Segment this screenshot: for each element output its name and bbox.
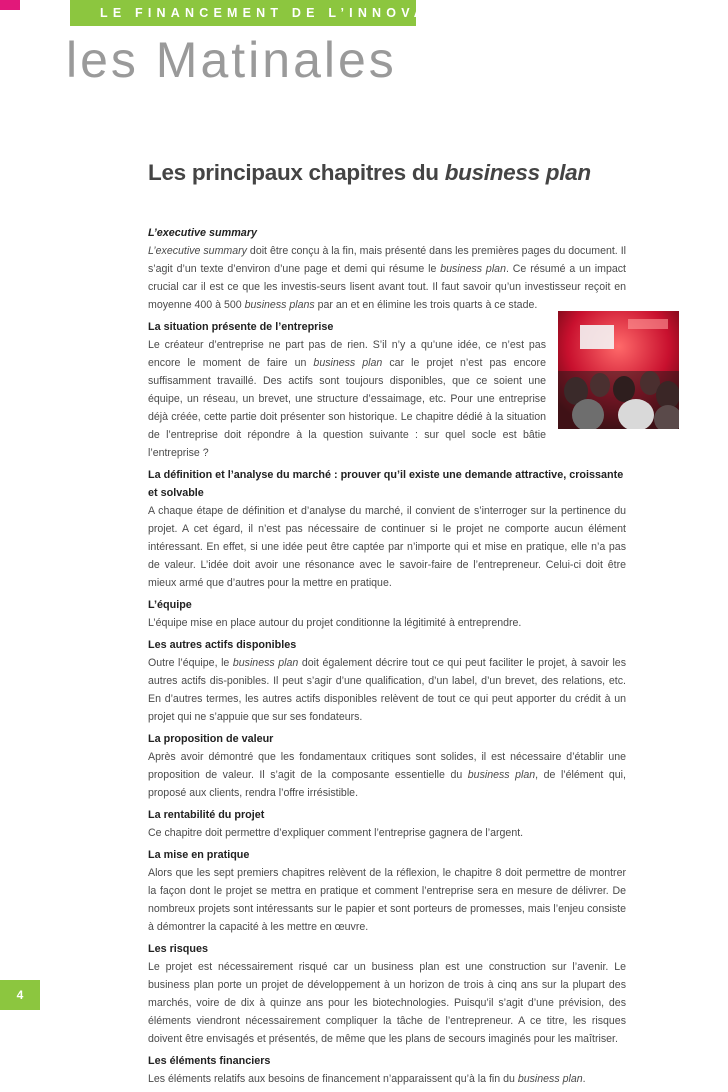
section-body-text: doit être conçu à la fin, mais présenté dans les premières pages du document. Il s’agit d’un texte d’environ d’une page et demi qui résume le xyxy=(148,245,627,275)
section-body-italic: business plan xyxy=(440,263,506,275)
header-band-text: LE FINANCEMENT DE L’INNOVATION xyxy=(100,6,478,20)
section-executive-summary xyxy=(148,224,626,314)
section-heading: Les autres actifs disponibles xyxy=(148,639,297,651)
section-body-text: , de l’élément qui, proposé aux clients, rendra l’offre irrésistible. xyxy=(148,769,626,799)
section-value-proposition xyxy=(148,730,626,802)
section-situation xyxy=(148,318,626,462)
section-heading: La situation présente de l’entreprise xyxy=(148,321,334,333)
section-body xyxy=(148,614,626,632)
section-heading: L’équipe xyxy=(148,599,192,611)
section-body xyxy=(148,1070,626,1088)
section-body-text: car le projet n’est pas encore suffisamment travaillé. Des actifs sont toujours disponibles, que ce soient une équipe, un réseau, un brevet, une structure d’essaimage, etc. Pour une entreprise déjà créée, cette partie doit présenter son historique. Le chapitre dédié à la situation de l’entreprise doit répondre à la question suivante : sur quel socle est bâtie l’entreprise ? xyxy=(148,357,546,459)
section-body-text: par an et en élimine les trois quarts à ce stade. xyxy=(314,299,538,311)
section-body-italic: L’executive summary xyxy=(148,245,247,257)
section-heading: La proposition de valeur xyxy=(148,733,274,745)
section-body xyxy=(148,502,626,592)
page-title xyxy=(148,160,591,186)
header-band xyxy=(70,0,478,26)
page-title-main: Les principaux chapitres du xyxy=(148,160,445,185)
section-body xyxy=(148,748,626,802)
section-body-text: . Ce résumé a un impact crucial car il est ce que les investis-seurs lisent avant tout. Il faut savoir qu’un investisseur reçoit en moyenne 400 à 500 xyxy=(148,263,626,311)
section-heading: La rentabilité du projet xyxy=(148,809,265,821)
section-body-text: L’équipe mise en place autour du projet conditionne la légitimité à entreprendre. xyxy=(148,617,522,629)
section-body-text: Les éléments relatifs aux besoins de financement n’apparaissent qu’à la fin du xyxy=(148,1073,518,1085)
section-heading: Les risques xyxy=(148,943,209,955)
section-body-italic: business plans xyxy=(244,299,315,311)
section-other-assets xyxy=(148,636,626,726)
section-financials xyxy=(148,1052,626,1088)
section-body-text: doit également décrire tout ce qui peut faciliter le projet, à savoir les autres actifs dis-ponibles. Il peut s’agir d’une qualification, d’un label, d’un brevet, des relations, etc. En d’autres termes, les autres actifs disponibles relèvent de tout ce qui peut apporter du crédit à un projet qui ne s’appuie que sur ses fondateurs. xyxy=(148,657,626,723)
section-heading: La définition et l’analyse du marché : prouver qu’il existe une demande attractive, croissante et solvable xyxy=(148,469,624,499)
section-body-text: Outre l’équipe, le xyxy=(148,657,233,669)
section-body xyxy=(148,958,626,1048)
page-number: 4 xyxy=(0,980,40,1010)
section-heading: Les éléments financiers xyxy=(148,1055,271,1067)
section-heading: La mise en pratique xyxy=(148,849,250,861)
section-body-text: A chaque étape de définition et d’analyse du marché, il convient de s’interroger sur la pertinence du projet. A cet égard, il n’est pas nécessaire de continuer si le projet ne comporte aucun élément intéressant. En effet, si une idée peut être captée par n’importe qui et mise en pratique, elle n’a pas de valeur. L’idée doit avoir une résonance avec le savoir-faire de l’entrepreneur. Celui-ci doit être mieux armé que d’autres pour la mettre en pratique. xyxy=(148,505,626,589)
section-body-italic: business plan xyxy=(467,769,536,781)
section-body-text: Le créateur d’entreprise ne part pas de rien. S’il n’y a qu’une idée, ce n’est pas encore le moment de faire un xyxy=(148,339,546,369)
section-body xyxy=(148,242,626,314)
page-title-italic: business plan xyxy=(444,160,591,185)
section-body-text: Le projet est nécessairement risqué car un business plan est une construction sur l’avenir. Le business plan porte un projet de développement à un horizon de trois à cinq ans sur la plupart des marchés, voire de dix à quinze ans pour les biotechnologies. Puisqu’il s’agit d’une prévision, des éléments viendront nécessairement compliquer la tâche de l’entrepreneur. A ce titre, les risques doivent être envisagés et présentés, de même que les plans de secours imaginés pour les maîtriser. xyxy=(148,961,626,1045)
section-market xyxy=(148,466,626,592)
article-body xyxy=(148,224,626,1092)
section-risks xyxy=(148,940,626,1048)
section-team xyxy=(148,596,626,632)
section-body-text: Alors que les sept premiers chapitres relèvent de la réflexion, le chapitre 8 doit permettre de montrer la façon dont le projet se mettra en pratique et comment l’entreprise sera en mesure de délivrer. De nombreux projets sont intéressants sur le papier et sont porteurs de promesses, mais l’enjeu consiste à démontrer la capacité à les mettre en œuvre. xyxy=(148,867,626,933)
section-body xyxy=(148,654,626,726)
section-heading: L’executive summary xyxy=(148,227,258,239)
section-body xyxy=(148,864,626,936)
section-body-italic: business plan xyxy=(313,357,383,369)
section-body xyxy=(148,824,626,842)
section-body-italic: business plan xyxy=(517,1073,583,1085)
section-body-text: Après avoir démontré que les fondamentaux critiques sont solides, il est nécessaire d’établir une proposition de valeur. Il s’agit de la composante essentielle du xyxy=(148,751,626,781)
section-body xyxy=(148,336,546,462)
section-profitability xyxy=(148,806,626,842)
section-body-text: . xyxy=(582,1073,586,1085)
section-implementation xyxy=(148,846,626,936)
section-body-italic: business plan xyxy=(232,657,299,669)
brand-title: les Matinales xyxy=(66,32,397,88)
accent-bar xyxy=(0,0,20,10)
section-body-text: Ce chapitre doit permettre d’expliquer comment l’entreprise gagnera de l’argent. xyxy=(148,827,524,839)
